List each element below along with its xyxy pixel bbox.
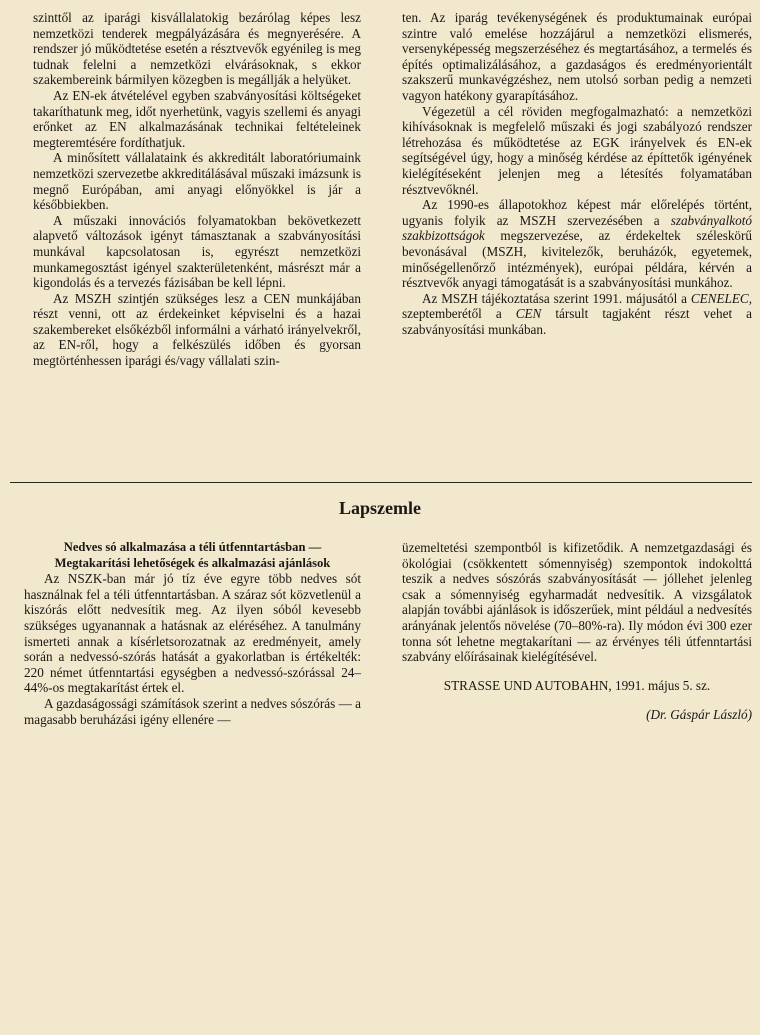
section-heading: Lapszemle — [339, 498, 421, 518]
paragraph: szinttől az iparági kisvállalatokig bezárólag képes lesz nemzetközi tenderek megpályázására és megnyerésére. A rendszer jó működtetése esetén a résztvevők egyénileg is meg tudnak felelni a nemzetközi elvárásoknak, s ekkor szakembereink bármilyen közegben is megállják a helyüket. — [33, 10, 361, 88]
article-title-line: Nedves só alkalmazása a téli útfenntartásban — — [63, 540, 322, 554]
paragraph: A gazdaságossági számítások szerint a nedves sószórás — a magasabb beruházási igény ellenére — — [24, 695, 361, 727]
paragraph: A minősített vállalataink és akkreditált laboratóriumaink nemzetközi szervezetbe akkreditálásával műszaki imázsunk is megnő Európában, ami anyagi előnyökkel is jár a későbbiekben. — [33, 150, 361, 213]
paragraph: Az EN-ek átvételével egyben szabványosítási költségeket takaríthatunk meg, időt nyerhetünk, vagyis szellemi és anyagi erőnket az EN alkalmazásának technikai feltételeinek megteremtésére fordíthatjuk. — [33, 87, 361, 150]
article-author: (Dr. Gáspár László) — [646, 707, 752, 723]
paragraph: ten. Az iparág tevékenységének és produktumainak európai szintre való emelése hozzájárul a nemzetközi elismerés, versenyképesség megszerzéséhez és megtartásához, a termelés és építés optimalizálásához, a gazdaságos és eredményorientált szakszerű munkavégzéshez, nem utolsó sorban pedig a nemzeti vagyon hatékony gyarapításához. — [402, 10, 752, 103]
paragraph: üzemeltetési szempontból is kifizetődik. A nemzetgazdasági és ökológiai (csökkentett sómennyiség) szempontok indokolttá teszik a nedves sószórás szabványosítását — jóllehet jelenleg csak a sómennyiség egyharmadát nedvesítik. A vizsgálatok alapján további ajánlások is időszerűek, mint például a nedvesítés arányának jelentős növelése (70–80%-ra). Ily módon évi 300 ezer tonna sót lehetne megtakarítani — az érvényes téli útfenntartási szabvány előírásainak kielégítésével. — [402, 540, 752, 665]
italic-term: CEN — [515, 306, 542, 322]
top-right-column — [402, 10, 752, 337]
text-run: megszervezése, az érdekeltek széleskörű bevonásával (MSZH, kivitelezők, beruházók, egyetemek, minőségellenőrző intézmények), európai példára, kérvén a résztvevők anyagi támogatását is a szabványosítási munkához. — [402, 228, 752, 291]
article-source: STRASSE UND AUTOBAHN, 1991. május 5. sz. — [443, 677, 711, 693]
section-divider — [10, 482, 752, 483]
paragraph: Az NSZK-ban már jó tíz éve egyre több nedves sót használnak fel a téli útfenntartásban. A száraz sót közvetlenül a kiszórás előtt nedvesítik meg. Az ilyen sóból kevesebb szükséges ugyanannak a hatásnak az eléréséhez. A tanulmány ismerteti annak a kísérletsorozatnak az eredményeit, amely során a nedvessó-szórás hatását a gyakorlatban is értékelték: 220 német útfenntartási egységben a nedvessó-szórással 24–44%-os megtakarítást értek el. — [24, 571, 361, 696]
paragraph — [402, 197, 752, 291]
paragraph: Az MSZH szintjén szükséges lesz a CEN munkájában részt venni, ott az érdekeinket képviselni és a hazai szakembereket elsőkézből informálni a várható irányelvekről, az EN-ről, hogy a felkészülés időben és gyorsan megtörténhessen iparági és/vagy vállalati szin- — [33, 290, 361, 369]
paragraph: A műszaki innovációs folyamatokban bekövetkezett alapvető változások igényt támasztanak a szabványosítási munkával kapcsolatosan is, egyrészt nemzetközi munkamegosztást igényel szakterületenként, másrészt már a kigondolás és a tervezés fázisában be kell lépni. — [33, 212, 361, 291]
text-run: Az 1990-es állapotokhoz képest már előrelépés történt, ugyanis folyik az MSZH szervezésében a — [402, 197, 752, 228]
text-run: társult tagjaként részt vehet a szabványosítási munkában. — [402, 306, 752, 337]
text-run: szeptemberétől a — [402, 306, 516, 322]
article-title-line: Megtakarítási lehetőségek és alkalmazási ajánlások — [54, 555, 331, 570]
italic-term: CENELEC, — [690, 290, 752, 306]
article-title — [24, 540, 361, 571]
italic-term: szabványalkotó szakbizottságok — [402, 212, 752, 244]
paragraph — [402, 291, 752, 338]
text-run: Az MSZH tájékoztatása szerint 1991. májusától a — [422, 290, 691, 306]
article-left-column — [24, 540, 361, 727]
top-left-column — [33, 10, 361, 369]
paragraph: Végezetül a cél röviden megfogalmazható: a nemzetközi kihívásoknak is megfelelő műszaki és jogi szabályozó rendszer létrehozása és működtetése az EGK irányelvek és EN-ek segítségével úgy, hogy a minőség kérdése az építtetők igényének kielégítéseként jelenjen meg a létesítés folyamatában résztvevőknél. — [402, 103, 752, 197]
article-right-column — [402, 540, 752, 723]
